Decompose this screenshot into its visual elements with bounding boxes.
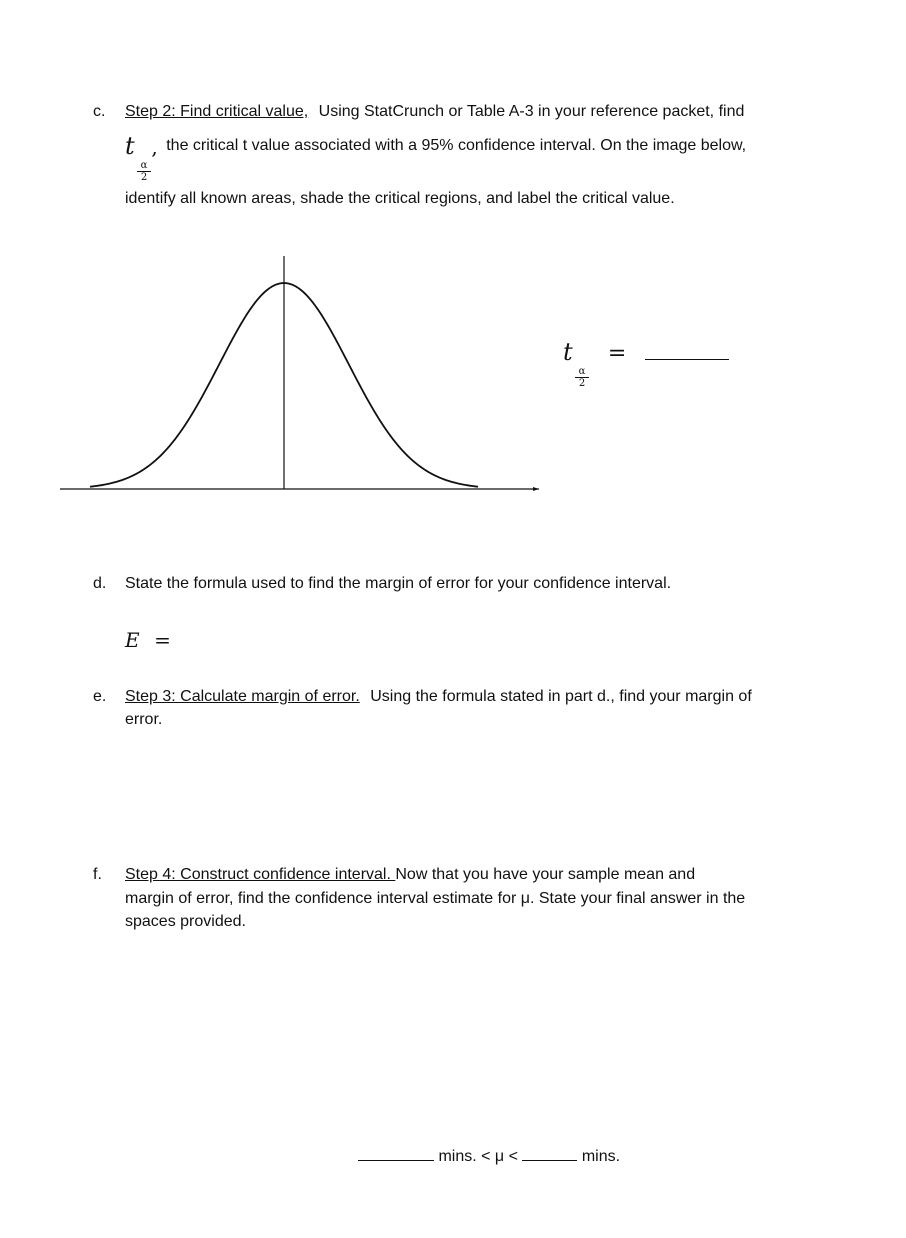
t-critical-answer [563, 338, 729, 389]
fraction-denominator: 2 [140, 172, 148, 183]
upper-bound-blank[interactable] [522, 1146, 577, 1161]
part-c-text-1: Using StatCrunch or Table A-3 in your reference packet, find [318, 103, 745, 120]
item-letter-e: e. [93, 688, 107, 705]
part-e-line-1 [125, 688, 752, 706]
comma: , [151, 135, 158, 159]
part-f-step-label: Step 4: Construct confidence interval. [125, 866, 396, 883]
lower-bound-blank[interactable] [358, 1146, 434, 1161]
t-answer-denominator: 2 [578, 378, 586, 389]
formula-equals: = [154, 628, 171, 652]
alpha-over-two-fraction [137, 160, 152, 183]
item-letter-c: c. [93, 103, 106, 120]
x-axis-arrow [533, 487, 539, 491]
part-e-step-label: Step 3: Calculate margin of error. [125, 688, 360, 705]
confidence-interval-answer [358, 1146, 620, 1166]
part-e-text-1: Using the formula stated in part d., find your margin of [370, 688, 752, 705]
t-answer-numerator: α [575, 366, 590, 378]
part-c-line-3: identify all known areas, shade the critical regions, and label the critical value. [125, 190, 675, 207]
item-letter-f: f. [93, 866, 102, 883]
fraction-numerator: α [137, 160, 152, 172]
margin-of-error-formula [125, 628, 171, 652]
part-f-line-1 [125, 866, 695, 884]
part-c-step-label: Step 2: Find critical value, [125, 103, 309, 120]
t-answer-symbol: t [563, 338, 573, 366]
part-f-line-2: margin of error, find the confidence interval estimate for μ. State your final answer in the [125, 890, 746, 907]
t-answer-equals: = [607, 341, 627, 366]
part-d-text: State the formula used to find the margin of error for your confidence interval. [125, 575, 672, 592]
item-letter-d: d. [93, 575, 107, 592]
part-c-line-2 [125, 132, 746, 183]
upper-unit: mins. [581, 1148, 621, 1165]
formula-e-symbol: E [125, 628, 140, 652]
part-e-line-2: error. [125, 711, 163, 728]
t-symbol: t [125, 132, 135, 160]
part-f-text-1: Now that you have your sample mean and [395, 866, 696, 883]
lower-unit-and-mu: mins. < μ < [438, 1148, 518, 1165]
part-c-text-2: the critical t value associated with a 95% confidence interval. On the image below, [166, 137, 747, 154]
part-f-line-3: spaces provided. [125, 913, 246, 930]
t-answer-blank[interactable] [645, 345, 729, 360]
bell-curve-chart [55, 250, 550, 500]
t-answer-fraction [575, 366, 590, 389]
part-c-line-1 [125, 103, 744, 121]
